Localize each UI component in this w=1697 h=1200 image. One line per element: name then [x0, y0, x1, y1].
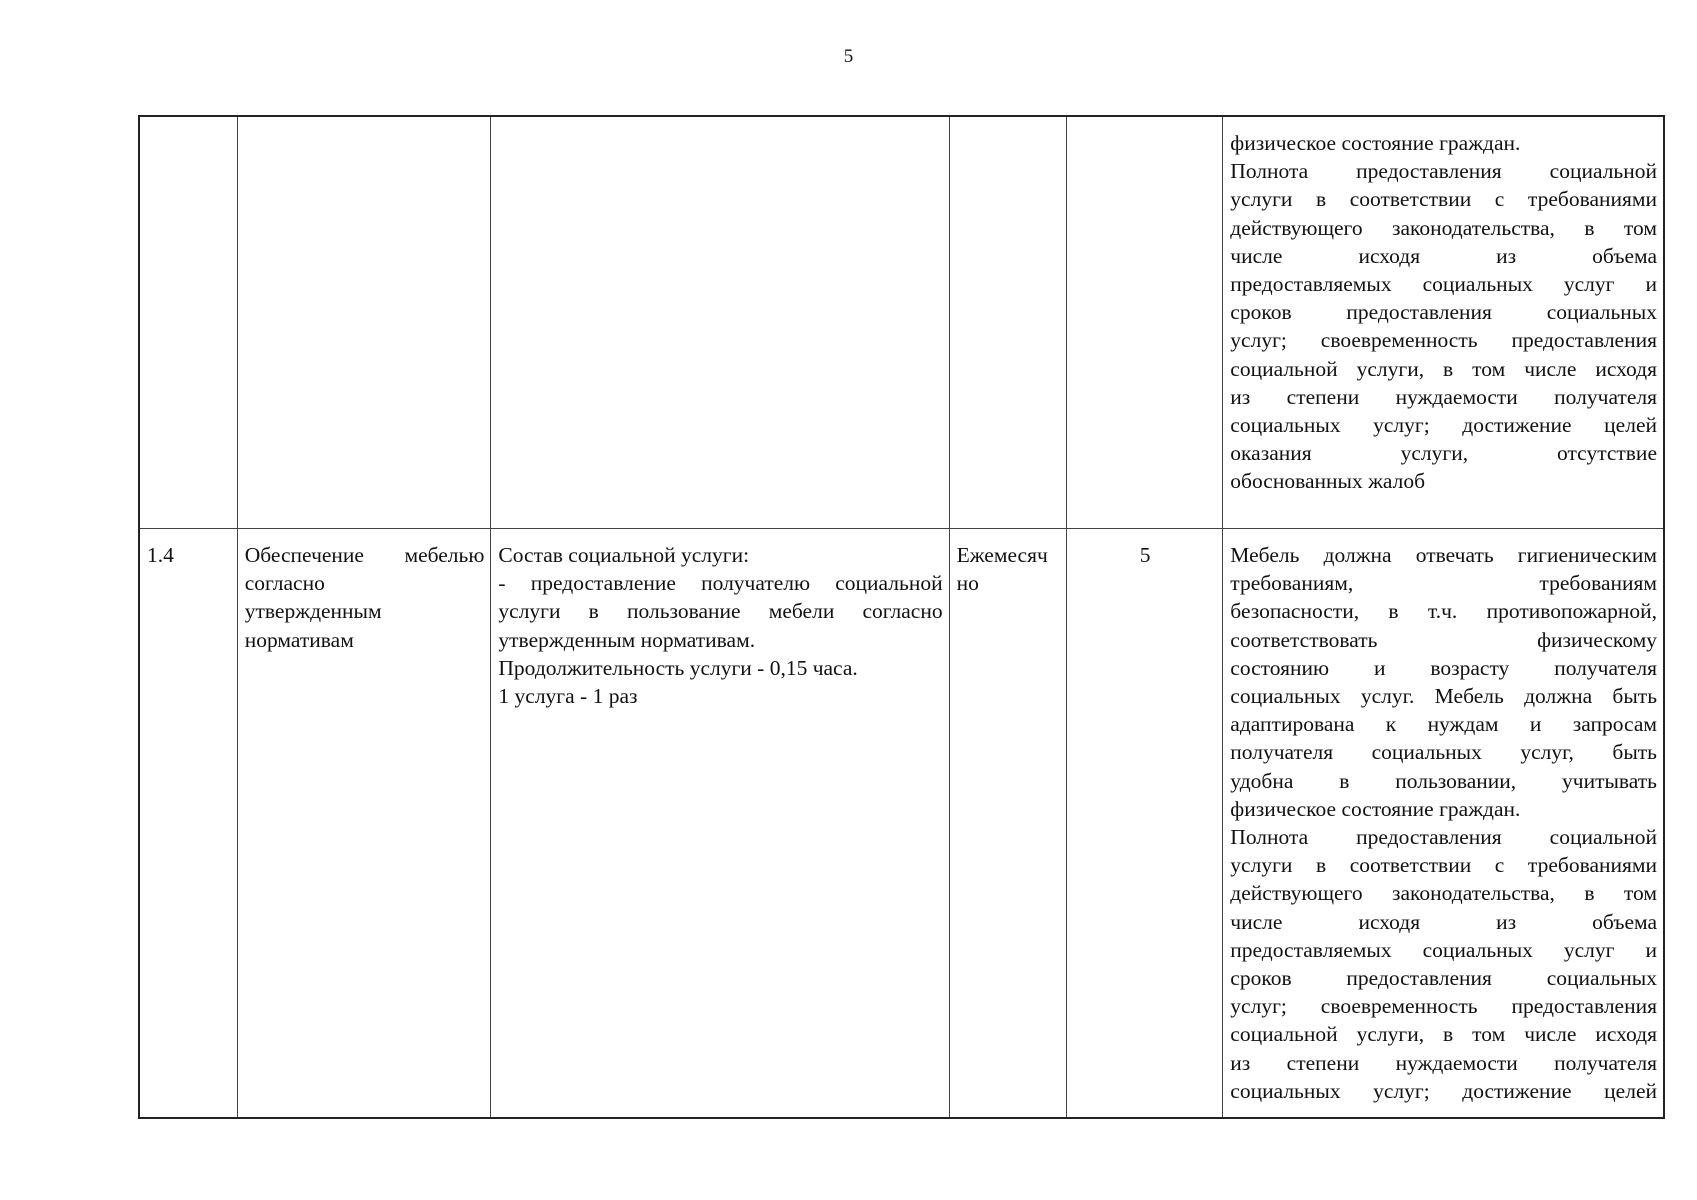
criteria-line: требованиям, требованиям [1230, 571, 1657, 596]
page-number: 5 [843, 46, 854, 67]
description-line: 1 услуга - 1 раз [498, 684, 638, 709]
criteria-line: услуги в соответствии с требованиями [1230, 187, 1657, 212]
criteria-line: социальных услуг. Мебель должна быть [1230, 684, 1657, 709]
criteria-line: физическое состояние граждан. [1230, 131, 1521, 155]
cell-period [949, 116, 1066, 529]
criteria-line: числе исходя из объема [1230, 243, 1657, 268]
description-line: Состав социальной услуги: [498, 543, 750, 567]
criteria-line: из степени нуждаемости получателя [1230, 384, 1657, 409]
cell-criteria [1223, 116, 1664, 529]
description-line: Продолжительность услуги - 0,15 часа. [498, 655, 858, 680]
criteria-line: состоянию и возрасту получателя [1230, 655, 1657, 680]
criteria-line: физическое состояние граждан. [1230, 796, 1521, 821]
criteria-line: Полнота предоставления социальной [1230, 825, 1657, 850]
cell-name [237, 116, 491, 529]
cell-name [237, 529, 491, 1119]
criteria-line: адаптирована к нуждам и запросам [1230, 712, 1657, 737]
description-line: утвержденным нормативам. [498, 627, 756, 652]
criteria-line: сроков предоставления социальных [1230, 966, 1657, 991]
name-line: Обеспечение мебелью [244, 543, 485, 567]
cell-description [491, 116, 949, 529]
criteria-line: удобна в пользовании, учитывать [1230, 768, 1657, 793]
criteria-line: социальной услуги, в том числе исходя [1230, 1022, 1657, 1047]
criteria-line: действующего законодательства, в том [1230, 215, 1657, 240]
name-line: согласно [244, 571, 325, 596]
criteria-line: предоставляемых социальных услуг и [1230, 272, 1657, 297]
criteria-line: безопасности, в т.ч. противопожарной, [1230, 599, 1657, 624]
cell-criteria [1223, 529, 1664, 1119]
criteria-line: социальных услуг; достижение целей [1230, 1078, 1657, 1103]
table-row [139, 116, 1664, 529]
period-line: Ежемесяч [956, 543, 1048, 567]
cell-period [949, 529, 1066, 1119]
name-line: утвержденным [244, 599, 382, 624]
cell-value [1066, 116, 1222, 529]
criteria-line: из степени нуждаемости получателя [1230, 1050, 1657, 1075]
cell-number: 1.4 [139, 529, 237, 1119]
services-table [138, 115, 1665, 1119]
description-line: услуги в пользование мебели согласно [498, 599, 943, 624]
criteria-line: числе исходя из объема [1230, 909, 1657, 934]
criteria-line: обоснованных жалоб [1230, 469, 1426, 494]
criteria-line: оказания услуги, отсутствие [1230, 441, 1657, 466]
criteria-line: соответствовать физическому [1230, 627, 1657, 652]
criteria-line: социальной услуги, в том числе исходя [1230, 356, 1657, 381]
cell-description [491, 529, 949, 1119]
criteria-line: социальных услуг; достижение целей [1230, 413, 1657, 438]
criteria-line: действующего законодательства, в том [1230, 881, 1657, 906]
criteria-line: сроков предоставления социальных [1230, 300, 1657, 325]
table-row [139, 529, 1664, 1119]
cell-value: 5 [1066, 529, 1222, 1119]
criteria-line: Полнота предоставления социальной [1230, 159, 1657, 184]
description-line: - предоставление получателю социальной [498, 571, 943, 596]
criteria-line: предоставляемых социальных услуг и [1230, 937, 1657, 962]
criteria-line: получателя социальных услуг, быть [1230, 740, 1657, 765]
period-line: но [956, 571, 979, 596]
cell-number [139, 116, 237, 529]
criteria-line: Мебель должна отвечать гигиеническим [1230, 543, 1657, 567]
criteria-line: услуг; своевременность предоставления [1230, 328, 1657, 353]
criteria-line: услуг; своевременность предоставления [1230, 994, 1657, 1019]
criteria-line: услуги в соответствии с требованиями [1230, 853, 1657, 878]
name-line: нормативам [244, 627, 354, 652]
